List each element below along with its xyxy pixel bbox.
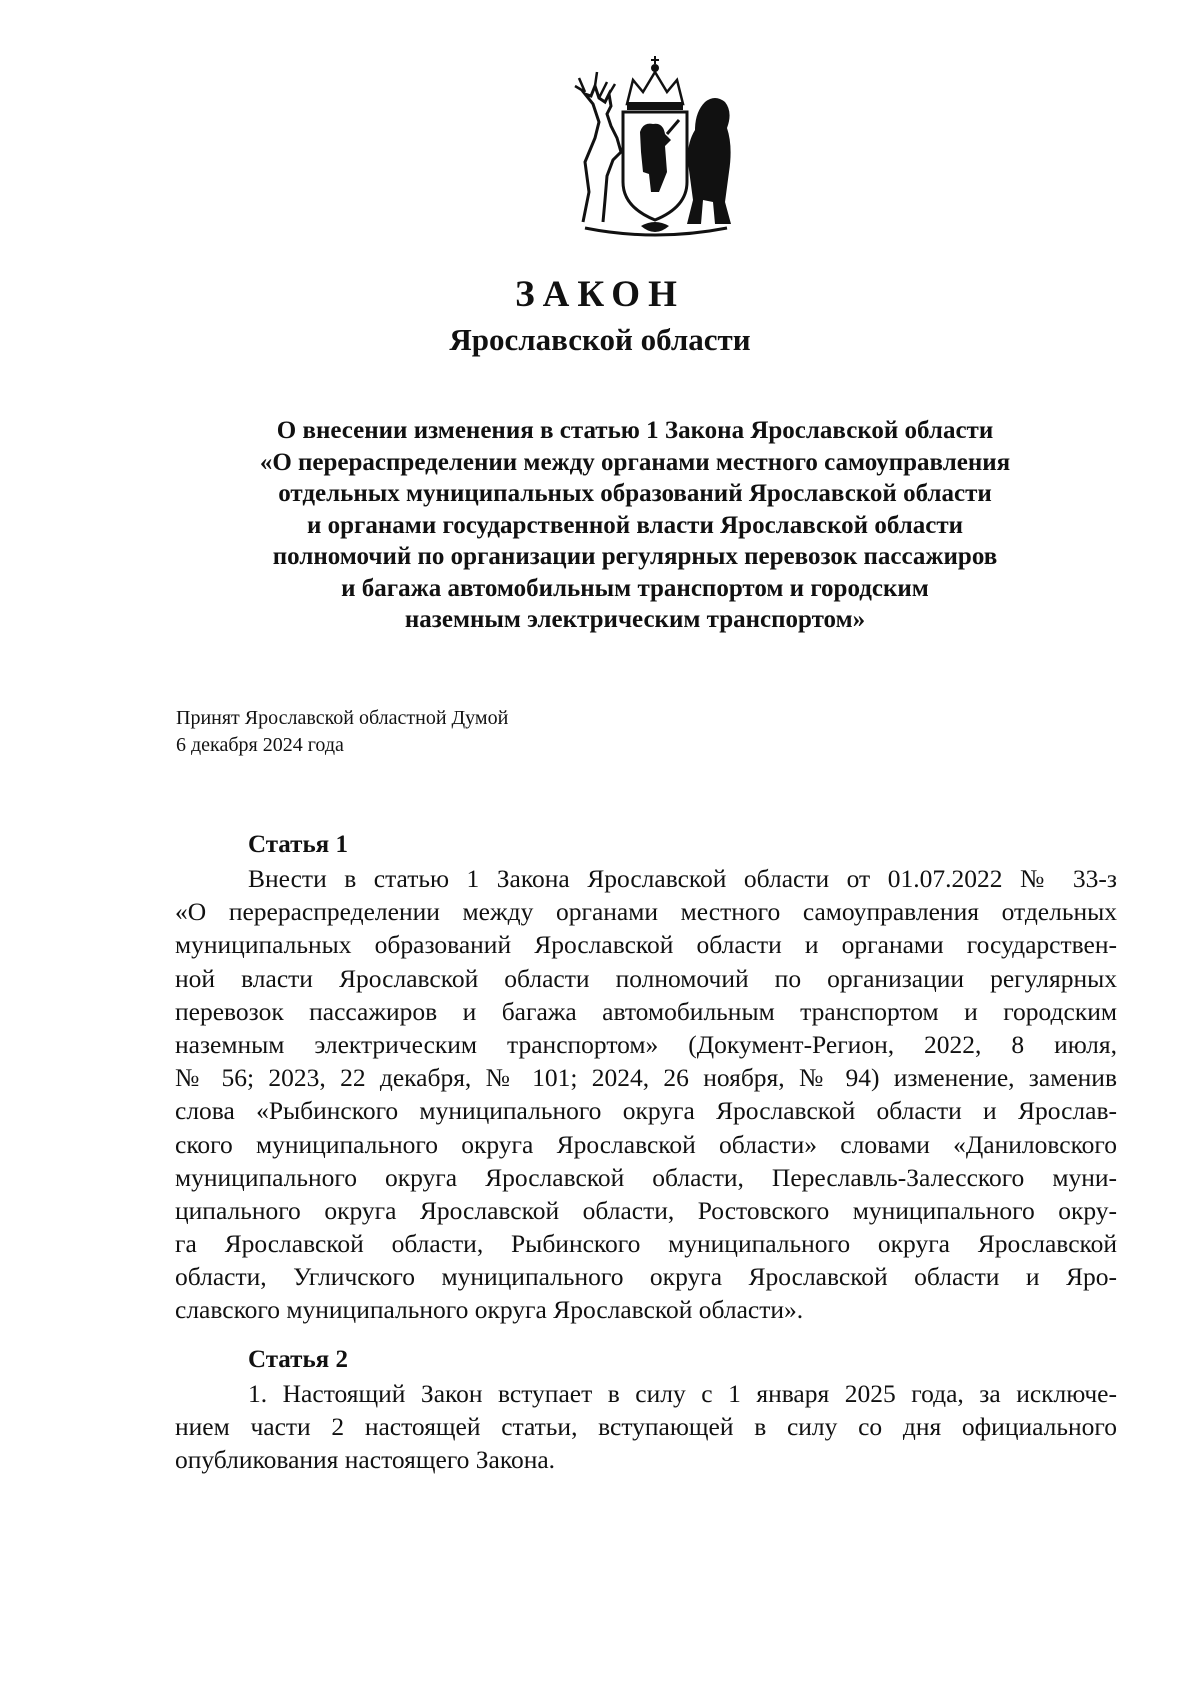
law-subject <box>170 415 1100 636</box>
article-2-heading: Статья 2 <box>248 1346 348 1373</box>
coat-of-arms-icon <box>555 42 755 242</box>
adoption-date: 6 декабря 2024 года <box>176 734 344 756</box>
article-1-line: перевозок пассажиров и багажа автомобильным транспортом и городским <box>175 996 1117 1026</box>
adoption-body: Принят Ярославской областной Думой <box>176 707 509 729</box>
subject-line: отдельных муниципальных образований Ярославской области <box>278 480 992 507</box>
article-1-line: наземным электрическим транспортом» (Документ-Регион, 2022, 8 июля, <box>175 1029 1117 1059</box>
subject-line: «О перераспределении между органами местного самоуправления <box>259 448 1011 476</box>
article-2-line: опубликования настоящего Закона. <box>175 1445 556 1475</box>
article-1-line: области, Угличского муниципального округа Ярославской области и Яро- <box>175 1262 1117 1292</box>
article-1-line: ского муниципального округа Ярославской области» словами «Даниловского <box>175 1129 1117 1159</box>
article-1-line: ной власти Ярославской области полномочий по организации регулярных <box>175 963 1117 993</box>
article-2-line: нием части 2 настоящей статьи, вступающей в силу со дня официального <box>175 1412 1117 1442</box>
subject-line: наземным электрическим транспортом» <box>404 606 866 633</box>
article-1-line: славского муниципального округа Ярославской области». <box>175 1295 804 1325</box>
article-1-heading: Статья 1 <box>248 831 348 858</box>
article-1-line: муниципальных образований Ярославской области и органами государствен- <box>175 930 1117 960</box>
article-1-line: ципального округа Ярославской области, Ростовского муниципального окру- <box>175 1195 1117 1225</box>
subject-line: и багажа автомобильным транспортом и городским <box>341 574 929 602</box>
article-1-line: Внести в статью 1 Закона Ярославской области от 01.07.2022 № 33-з <box>248 864 1117 893</box>
article-1-line: га Ярославской области, Рыбинского муниципального округа Ярославской <box>175 1229 1117 1259</box>
article-1-line: № 56; 2023, 22 декабря, № 101; 2024, 26 ноября, № 94) изменение, заменив <box>175 1063 1117 1093</box>
subject-line: О внесении изменения в статью 1 Закона Ярославской области <box>276 417 994 444</box>
article-1-body <box>175 862 1117 1327</box>
article-1-line: «О перераспределении между органами местного самоуправления отдельных <box>175 897 1117 927</box>
subject-line: полномочий по организации регулярных перевозок пассажиров <box>272 543 998 570</box>
adoption-note <box>176 705 508 759</box>
document-title: ЗАКОН <box>515 274 685 315</box>
article-1-line: муниципального округа Ярославской области, Переславль-Залесского муни- <box>175 1162 1117 1192</box>
article-1-line: слова «Рыбинского муниципального округа Ярославской области и Ярослав- <box>175 1096 1117 1126</box>
article-2-line: 1. Настоящий Закон вступает в силу с 1 января 2025 года, за исключе- <box>248 1379 1117 1408</box>
subject-line: и органами государственной власти Ярославской области <box>306 511 964 539</box>
document-region: Ярославской области <box>449 322 751 357</box>
article-2-body <box>175 1377 1117 1477</box>
